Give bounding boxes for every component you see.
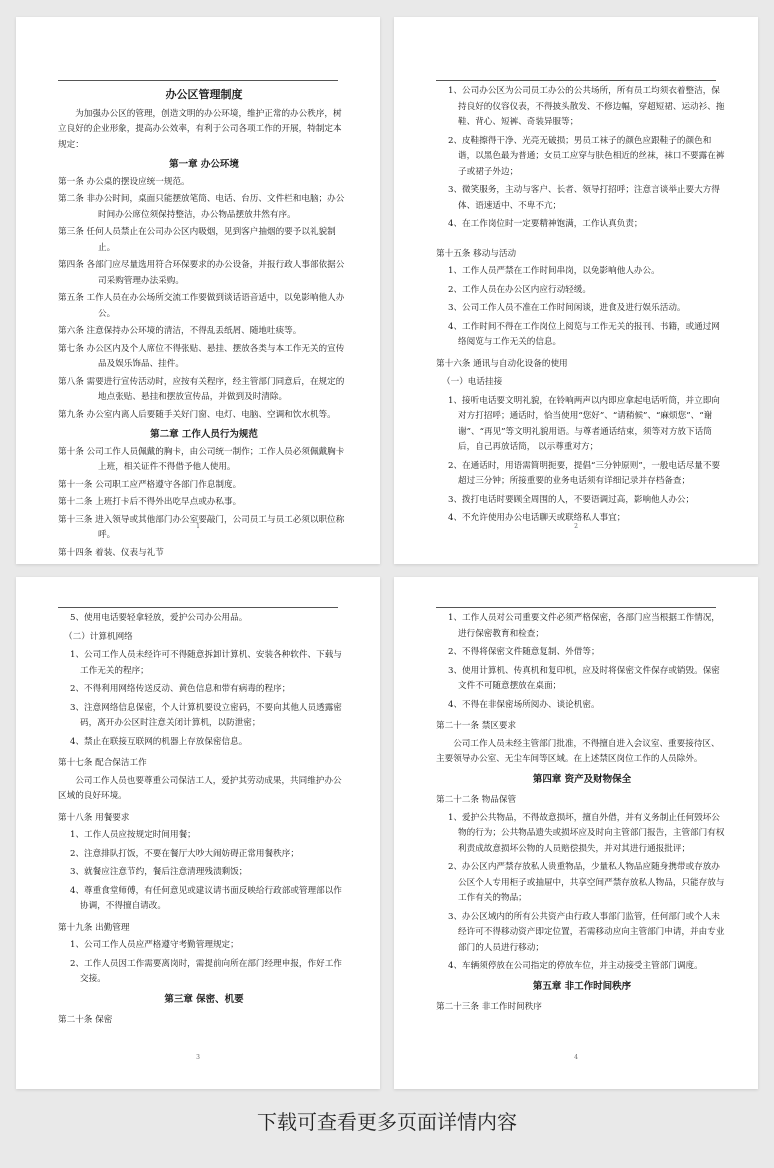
chapter-heading: 第二章 工作人员行为规范 [150, 429, 258, 440]
article: 第九条 办公室内离人后要随手关好门窗、电灯、电脑、空调和饮水机等。 [58, 409, 336, 420]
header-rule [58, 80, 338, 81]
list-item: 2、不得利用网络传送反动、黄色信息和带有病毒的程序； [70, 684, 291, 694]
list-item: 2、不得将保密文件随意复制、外借等； [448, 647, 600, 657]
article: 第十条 公司工作人员佩戴的胸卡，由公司统一制作；工作人员必须佩戴胸卡上班，相关证件不得借予他人使用。 [58, 446, 345, 472]
article-text: 公司工作人员未经主管部门批准，不得擅自进入会议室、重要接待区、主要领导办公室、无尘车间等区域。在上述禁区岗位工作的人员除外。 [436, 738, 720, 764]
header-rule [58, 607, 338, 608]
list-item: 1、接听电话要文明礼貌，在铃响两声以内即应拿起电话听筒，并立即向对方打招呼；通话时，恰当使用“您好”、“请稍候”、“麻烦您”、“谢谢”、“再见”等文明礼貌用语。与尊者通话结束，须等对方放下话筒后，自己再放话筒， 以示尊重对方； [448, 395, 720, 452]
list-item: 3、拨打电话时要顾全周围的人，不要语调过高，影响他人办公； [448, 494, 695, 505]
article: 第二条 非办公时间，桌面只能摆放笔筒、电话、台历、文件栏和电脑；办公时间办公席位须保持整洁，办公物品摆放井然有序。 [58, 194, 345, 220]
list-item: 1、工作人员应按规定时间用餐； [70, 830, 196, 840]
list-item: 3、注意网络信息保密，个人计算机要设立密码，不要向其他人员透露密码，离开办公区时注意关闭计算机，以防泄密； [70, 702, 342, 728]
document-page-2 [394, 17, 758, 564]
list-item: 4、不得在非保密场所阅办、谈论机密。 [448, 699, 600, 710]
list-item: 5、使用电话要轻拿轻放，爱护公司办公用品。 [70, 613, 248, 623]
list-item: 4、工作时间不得在工作岗位上阅览与工作无关的报刊、书籍，或通过网络阅览与工作无关的信息。 [448, 321, 720, 347]
article: 第四条 各部门应尽量选用符合环保要求的办公设备，并报行政人事部依据公司采购管理办法采购。 [58, 260, 345, 286]
list-item: 1、公司工作人员未经许可不得随意拆卸计算机、安装各种软件、下载与工作无关的程序； [70, 650, 342, 676]
article: 第一条 办公桌的摆设应统一规范。 [58, 176, 190, 187]
article: 第十四条 着装、仪表与礼节 [58, 547, 164, 558]
article: 第六条 注意保持办公环境的清洁，不得乱丢纸屑、随地吐痰等。 [58, 326, 302, 336]
page-number: 4 [574, 1054, 578, 1061]
article: 第三条 任何人员禁止在公司办公区内吸烟，见到客户抽烟的要予以礼貌制止。 [58, 227, 336, 253]
download-more-caption[interactable]: 下载可查看更多页面详情内容 [257, 1110, 517, 1134]
article-heading: 第二十一条 禁区要求 [436, 721, 517, 731]
subsection-heading: （二）计算机网络 [64, 631, 133, 642]
page-content [436, 84, 728, 530]
page-content [58, 87, 350, 563]
list-item: 4、禁止在联接互联网的机器上存放保密信息。 [70, 736, 248, 747]
list-item: 1、爱护公共物品，不得故意损坏，擅自外借，并有义务制止任何毁坏公物的行为；公共物品遗失或损坏应及时向主管部门报告，主管部门有权利责成故意损坏公物的人员赔偿损失，并对其进行通报批评； [448, 812, 725, 854]
article-heading: 第二十二条 物品保管 [436, 795, 517, 805]
article-heading: 第十七条 配合保洁工作 [58, 758, 147, 768]
chapter-heading: 第一章 办公环境 [169, 159, 239, 170]
article-heading: 第十五条 移动与活动 [436, 248, 517, 259]
header-rule [436, 607, 716, 608]
article-heading: 第十九条 出勤管理 [58, 922, 130, 933]
page-number: 2 [574, 523, 578, 530]
list-item: 4、在工作岗位时一定要精神饱满，工作认真负责； [448, 219, 643, 229]
article: 第七条 办公区内及个人席位不得张贴、悬挂、摆放各类与本工作无关的宣传品及娱乐饰品、挂件。 [58, 343, 345, 369]
article: 第五条 工作人员在办公场所交流工作要做到谈话语音适中，以免影响他人办公。 [58, 293, 345, 319]
page-content [436, 611, 728, 1018]
list-item: 2、在通话时，用语需简明扼要，提倡“三分钟原则”，一般电话尽量不要超过三分钟；所接重要的业务电话须有详细记录并存档备查； [448, 460, 721, 486]
list-item: 3、使用计算机、传真机和复印机，应及时将保密文件保存或销毁。保密文件不可随意摆放在桌面； [448, 665, 720, 691]
document-title: 办公区管理制度 [165, 88, 243, 101]
list-item: 4、尊重食堂师傅，有任何意见或建议请书面反映给行政部或管理部以作协调，不得擅自请改。 [70, 885, 342, 911]
article: 第十一条 公司职工应严格遵守各部门作息制度。 [58, 479, 242, 490]
document-page-3 [16, 577, 380, 1089]
list-item: 2、办公区内严禁存放私人贵重物品，少量私人物品应随身携带或存放办公区个人专用柜子或抽屉中，共享空间严禁存放私人物品，只能存放与工作有关的物品； [448, 862, 725, 903]
chapter-heading: 第三章 保密、机要 [164, 993, 244, 1005]
chapter-heading: 第五章 非工作时间秩序 [532, 980, 632, 992]
article-text: 公司工作人员也要尊重公司保洁工人，爱护其劳动成果，共同维护办公区域的良好环境。 [58, 775, 342, 801]
document-page-4 [394, 577, 758, 1089]
list-item: 3、公司工作人员不准在工作时间闲谈，进食及进行娱乐活动。 [448, 303, 686, 313]
article-list [58, 445, 350, 562]
list-item: 1、公司办公区为公司员工办公的公共场所，所有员工均须衣着整洁，保持良好的仪容仪表，不得披头散发、不修边幅，穿超短裙、运动衫、拖鞋、背心、短裤、奇装异服等； [448, 86, 725, 127]
list-item: 3、办公区域内的所有公共资产由行政人事部门监管，任何部门或个人未经许可不得移动资产即定位置，若需移动应向主管部门申请，并由专业部门的人员进行移动； [448, 911, 725, 953]
article-list [58, 175, 350, 424]
page-number: 3 [196, 1054, 200, 1061]
article-heading: 第十八条 用餐要求 [58, 812, 130, 823]
list-item: 2、皮鞋擦得干净、光亮无破损；男员工袜子的颜色应跟鞋子的颜色和谐，以黑色最为普通；女员工应穿与肤色相近的丝袜，袜口不要露在裤子或裙子外边； [448, 135, 725, 177]
article-heading: 第二十三条 非工作时间秩序 [436, 1002, 542, 1012]
intro-paragraph: 为加强办公区的管理，创造文明的办公环境，维护正常的办公秩序，树立良好的企业形象，提高办公效率，有利于公司各项工作的开展，特制定本规定： [58, 108, 342, 150]
list-item: 3、微笑服务，主动与客户、长者、领导打招呼；注意言谈举止要大方得体、语速适中、不卑不亢； [448, 185, 720, 211]
subsection-heading: （一）电话挂接 [442, 377, 503, 387]
chapter-heading: 第四章 资产及财物保全 [532, 773, 632, 785]
article-heading: 第十六条 通讯与自动化设备的使用 [436, 358, 568, 369]
list-item: 3、就餐应注意节约，餐后注意清理残渍剩饭； [70, 867, 248, 877]
list-item: 1、公司工作人员应严格遵守考勤管理规定； [70, 940, 239, 950]
document-page-1 [16, 17, 380, 564]
list-item: 2、注意排队打饭，不要在餐厅大吵大闹妨碍正常用餐秩序； [70, 848, 299, 859]
header-rule [436, 80, 716, 81]
list-item: 1、工作人员严禁在工作时间串岗，以免影响他人办公。 [448, 266, 660, 276]
list-item: 4、不允许使用办公电话聊天或联络私人事宜； [448, 513, 626, 523]
article: 第十三条 进入领导或其他部门办公室要敲门，公司员工与员工必须以职位称呼。 [58, 514, 345, 540]
article: 第十二条 上班打卡后不得外出吃早点或办私事。 [58, 497, 242, 507]
article: 第八条 需要进行宣传活动时，应按有关程序，经主管部门同意后，在规定的地点张贴、悬挂和摆放宣传品，并做到及时清除。 [58, 376, 345, 402]
list-item: 2、工作人员因工作需要离岗时，需提前向所在部门经理申报，作好工作交接。 [70, 958, 342, 984]
list-item: 1、工作人员对公司重要文件必须严格保密，各部门应当根据工作情况，进行保密教育和检查； [448, 613, 720, 639]
page-content [58, 611, 350, 1031]
list-item: 2、工作人员在办公区内应行动轻缓。 [448, 284, 591, 295]
page-number: 1 [196, 523, 200, 530]
article-heading: 第二十条 保密 [58, 1015, 113, 1025]
list-item: 4、车辆须停放在公司指定的停放车位，并主动接受主管部门调度。 [448, 961, 703, 971]
